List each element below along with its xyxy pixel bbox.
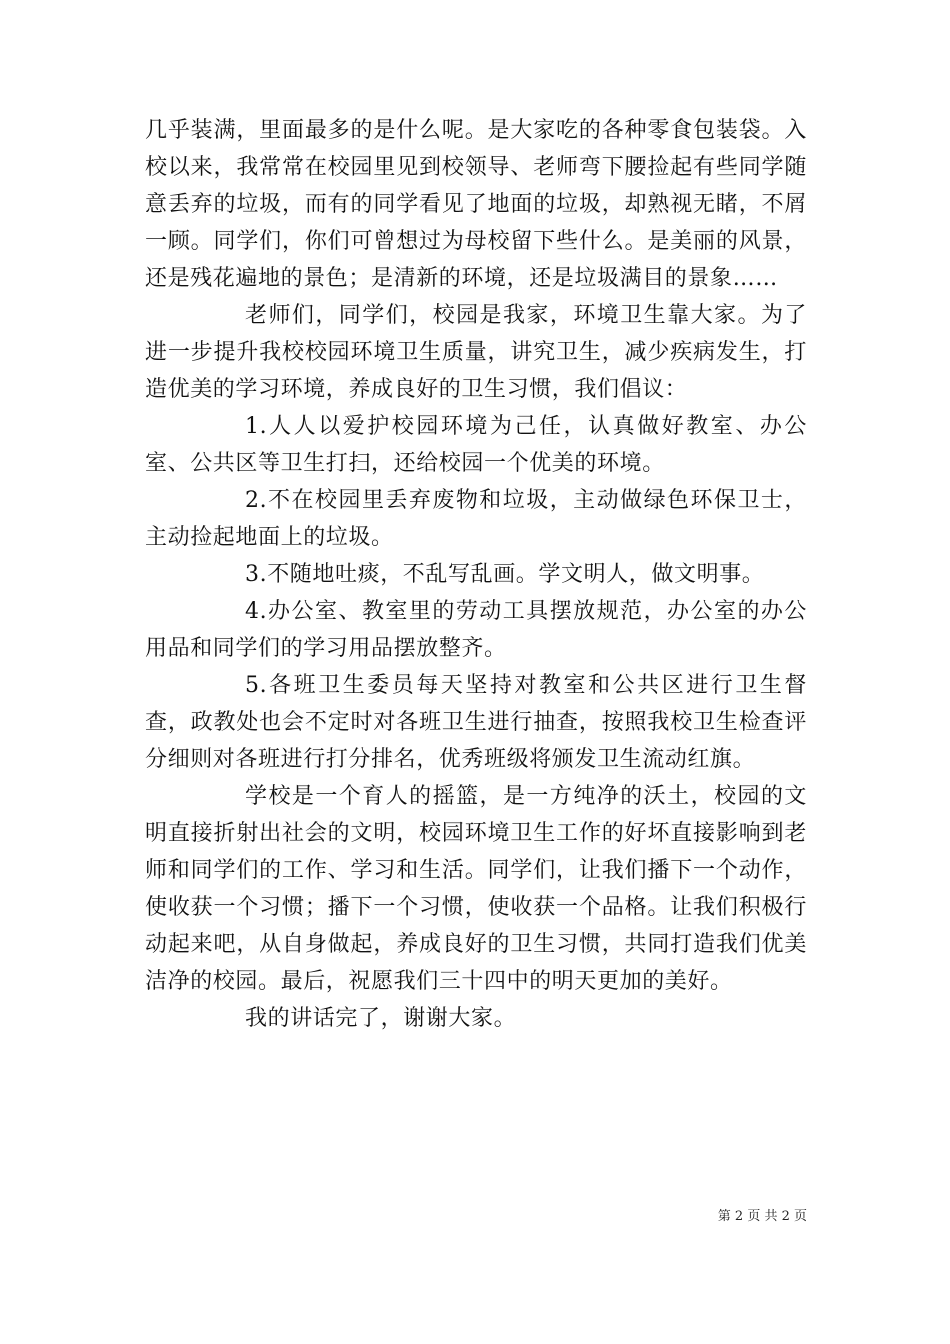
- proposal-item-4: 4.办公室、教室里的劳动工具摆放规范，办公室的办公用品和同学们的学习用品摆放整齐。: [145, 599, 807, 661]
- paragraph-proposal-intro: 老师们，同学们，校园是我家，环境卫生靠大家。为了进一步提升我校校园环境卫生质量，讲究卫生，减少疾病发生，打造优美的学习环境，养成良好的卫生习惯，我们倡议：: [145, 303, 807, 402]
- page-number: 第 2 页 共 2 页: [717, 1209, 807, 1224]
- proposal-item-5: 5.各班卫生委员每天坚持对教室和公共区进行卫生督查，政教处也会不定时对各班卫生进行抽查，按照我校卫生检查评分细则对各班进行打分排名，优秀班级将颁发卫生流动红旗。: [145, 673, 807, 772]
- document-body: [145, 112, 807, 1037]
- proposal-item-2: 2.不在校园里丢弃废物和垃圾，主动做绿色环保卫士，主动捡起地面上的垃圾。: [145, 488, 807, 550]
- paragraph-continuation: 几乎装满，里面最多的是什么呢。是大家吃的各种零食包装袋。入校以来，我常常在校园里见到校领导、老师弯下腰捡起有些同学随意丢弃的垃圾，而有的同学看见了地面的垃圾，却熟视无睹，不屑一顾。同学们，你们可曾想过为母校留下些什么。是美丽的风景，还是残花遍地的景色；是清新的环境，还是垃圾满目的景象……: [145, 118, 807, 291]
- paragraph-conclusion: 学校是一个育人的摇篮，是一方纯净的沃土，校园的文明直接折射出社会的文明，校园环境卫生工作的好坏直接影响到老师和同学们的工作、学习和生活。同学们，让我们播下一个动作，使收获一个习惯；播下一个习惯，使收获一个品格。让我们积极行动起来吧，从自身做起，养成良好的卫生习惯，共同打造我们优美洁净的校园。最后，祝愿我们三十四中的明天更加的美好。: [145, 784, 807, 994]
- paragraph-closing: 我的讲话完了，谢谢大家。: [245, 1006, 517, 1031]
- proposal-item-1: 1.人人以爱护校园环境为己任，认真做好教室、办公室、公共区等卫生打扫，还给校园一个优美的环境。: [145, 414, 807, 476]
- proposal-item-3: 3.不随地吐痰，不乱写乱画。学文明人，做文明事。: [245, 562, 765, 587]
